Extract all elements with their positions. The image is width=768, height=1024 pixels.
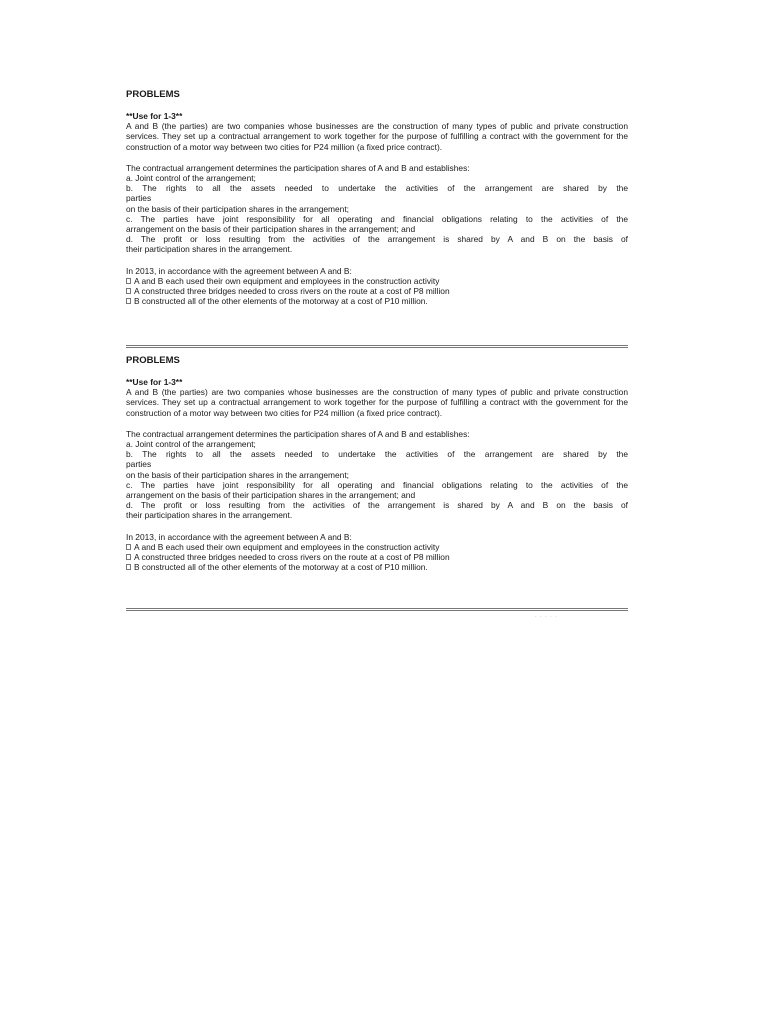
bullet-text: A and B each used their own equipment and employees in the construction activity [134, 275, 440, 286]
section-heading: PROBLEMS [126, 355, 180, 366]
year-line: In 2013, in accordance with the agreement between A and B: [126, 531, 352, 542]
spacer [126, 255, 628, 266]
spacer [126, 418, 628, 429]
arrangement-line: their participation shares in the arrangement. [126, 244, 293, 255]
arrangement-line: parties [126, 459, 152, 470]
checkbox-square-icon [126, 278, 131, 284]
bullet-item [126, 542, 628, 552]
section-heading: PROBLEMS [126, 89, 180, 100]
checkbox-square-icon [126, 564, 131, 570]
arrangement-line: on the basis of their participation shares in the arrangement; [126, 203, 349, 214]
spacer [126, 152, 628, 163]
use-for-label: **Use for 1-3** [126, 377, 183, 387]
arrangement-line: b. The rights to all the assets needed to undertake the activities of the arrangement are shared by the [126, 183, 628, 194]
arrangement-line: parties [126, 193, 152, 204]
year-line: In 2013, in accordance with the agreement between A and B: [126, 265, 352, 276]
intro-paragraph: A and B (the parties) are two companies whose businesses are the construction of many types of public and private construction services. They set up a contractual arrangement to work together for the purpose of fulfilling a contract with the government for the construction of a motor way between two cities for P24 million (a fixed price contract). [126, 387, 628, 418]
cropped-footer-marks: · · · · · [535, 614, 558, 620]
arrangement-line: c. The parties have joint responsibility for all operating and financial obligations relating to the activities of the [126, 479, 628, 490]
use-for-label: **Use for 1-3** [126, 111, 183, 121]
checkbox-square-icon [126, 288, 131, 294]
arrangement-line: arrangement on the basis of their participation shares in the arrangement; and [126, 490, 416, 501]
arrangement-line: a. Joint control of the arrangement; [126, 439, 256, 450]
bullet-item [126, 286, 628, 296]
arrangement-line: a. Joint control of the arrangement; [126, 173, 256, 184]
problems-section-1 [126, 89, 628, 306]
bullet-text: A constructed three bridges needed to cross rivers on the route at a cost of P8 million [134, 552, 450, 563]
arrangement-line: their participation shares in the arrangement. [126, 510, 293, 521]
intro-paragraph: A and B (the parties) are two companies whose businesses are the construction of many types of public and private construction services. They set up a contractual arrangement to work together for the purpose of fulfilling a contract with the government for the construction of a motor way between two cities for P24 million (a fixed price contract). [126, 121, 628, 152]
bullet-text: A constructed three bridges needed to cross rivers on the route at a cost of P8 million [134, 286, 450, 297]
checkbox-square-icon [126, 554, 131, 560]
problems-section-2 [126, 355, 628, 572]
arrangement-line: arrangement on the basis of their participation shares in the arrangement; and [126, 224, 416, 235]
arrangement-line: The contractual arrangement determines the participation shares of A and B and establishes: [126, 428, 470, 439]
bullet-item [126, 562, 628, 572]
bullet-text: B constructed all of the other elements of the motorway at a cost of P10 million. [134, 562, 428, 573]
arrangement-line: d. The profit or loss resulting from the activities of the arrangement is shared by A and B on the basis of [126, 234, 628, 245]
arrangement-line: b. The rights to all the assets needed to undertake the activities of the arrangement are shared by the [126, 449, 628, 460]
checkbox-square-icon [126, 298, 131, 304]
checkbox-square-icon [126, 544, 131, 550]
arrangement-line: on the basis of their participation shares in the arrangement; [126, 469, 349, 480]
bullet-text: A and B each used their own equipment and employees in the construction activity [134, 541, 440, 552]
bullet-text: B constructed all of the other elements of the motorway at a cost of P10 million. [134, 296, 428, 307]
bullet-item [126, 296, 628, 306]
section-divider [126, 345, 628, 348]
bullet-item [126, 276, 628, 286]
section-divider [126, 608, 628, 611]
arrangement-line: d. The profit or loss resulting from the activities of the arrangement is shared by A and B on the basis of [126, 500, 628, 511]
spacer [126, 521, 628, 532]
bullet-item [126, 552, 628, 562]
arrangement-line: The contractual arrangement determines the participation shares of A and B and establishes: [126, 162, 470, 173]
arrangement-line: c. The parties have joint responsibility for all operating and financial obligations relating to the activities of the [126, 213, 628, 224]
